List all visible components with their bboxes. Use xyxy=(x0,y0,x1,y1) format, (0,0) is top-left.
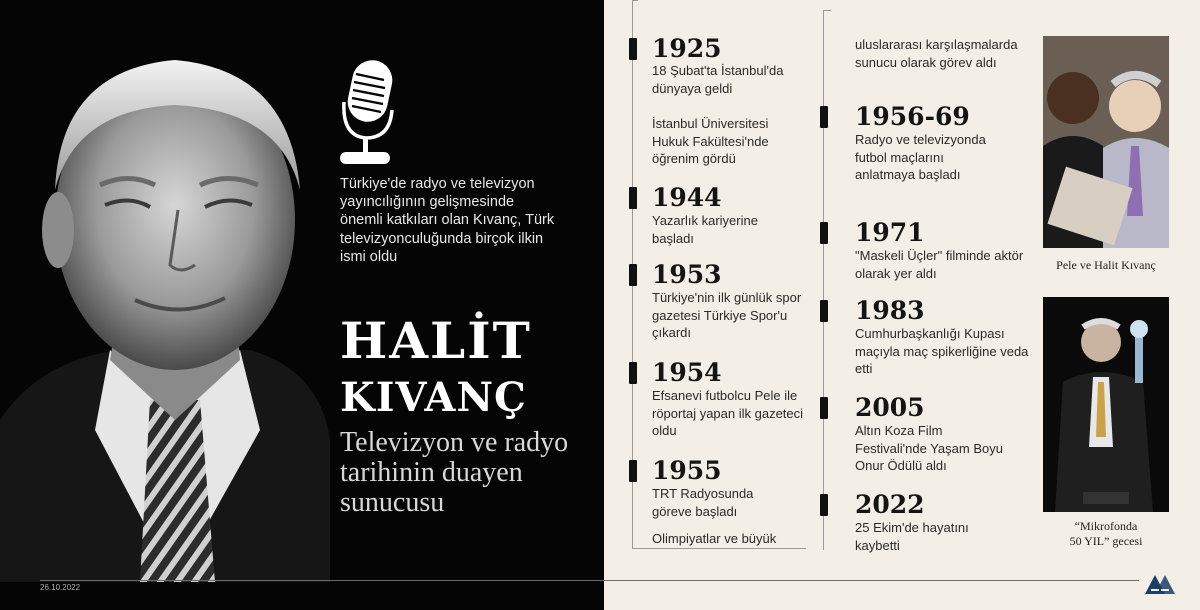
event-1953: Türkiye'nin ilk günlük spor gazetesi Türkiye Spor'u çıkardı xyxy=(652,290,802,340)
caption-pele: Pele ve Halit Kıvanç xyxy=(1056,258,1156,272)
date-stamp: 26.10.2022 xyxy=(40,583,81,592)
event-1954: Efsanevi futbolcu Pele ile röportaj yapan ilk gazeteci oldu xyxy=(652,388,804,438)
timeline-marker xyxy=(629,460,637,482)
year-1953: 1953 xyxy=(652,260,722,289)
photo-pele-image xyxy=(1043,36,1169,248)
aa-agency-logo xyxy=(1143,572,1177,596)
subtitle: Televizyon ve radyo tarihinin duayen sunucusu xyxy=(340,427,569,518)
caption-line-2: 50 YIL” gecesi xyxy=(1069,534,1143,548)
event-1944: Yazarlık kariyerine başladı xyxy=(652,213,758,246)
timeline-line-1-tail xyxy=(632,548,806,549)
name-first: HALİT xyxy=(340,311,532,370)
timeline-marker xyxy=(629,187,637,209)
event-1925: 18 Şubat'ta İstanbul'da dünyaya geldi xyxy=(652,63,784,96)
photo-microphone-night xyxy=(1043,297,1169,512)
intro-text: Türkiye'de radyo ve televizyon yayıncılığının gelişmesinde önemli katkıları olan Kıvanç, Türk televizyonculuğunda birçok ilkin ismi oldu xyxy=(340,176,555,265)
timeline-line-1-cap xyxy=(632,0,638,1)
year-2022: 2022 xyxy=(855,490,925,519)
timeline-marker xyxy=(820,106,828,128)
timeline-marker xyxy=(629,38,637,60)
event-1983: Cumhurbaşkanlığı Kupası maçıyla maç spikerliğine veda etti xyxy=(855,326,1029,376)
year-1955: 1955 xyxy=(652,456,722,485)
portrait-photo xyxy=(0,0,330,582)
microphone-icon xyxy=(336,58,396,166)
event-international: uluslararası karşılaşmalarda sunucu olarak görev aldı xyxy=(855,37,1018,70)
timeline-marker xyxy=(820,494,828,516)
year-1971: 1971 xyxy=(855,218,925,247)
timeline-marker xyxy=(629,362,637,384)
caption-line-1: “Mikrofonda xyxy=(1074,519,1138,533)
event-university: İstanbul Üniversitesi Hukuk Fakültesi'nde öğrenim gördü xyxy=(652,116,769,166)
timeline-marker xyxy=(820,300,828,322)
event-2005: Altın Koza Film Festivali'nde Yaşam Boyu Onur Ödülü aldı xyxy=(855,423,1003,473)
caption-microphone-night xyxy=(1043,519,1169,549)
event-1955: TRT Radyosunda göreve başladı xyxy=(652,486,754,519)
right-baseline xyxy=(604,580,1139,581)
event-olympics: Olimpiyatlar ve büyük xyxy=(652,531,777,546)
event-1956-69: Radyo ve televizyonda futbol maçlarını anlatmaya başladı xyxy=(855,132,986,182)
timeline-marker xyxy=(820,397,828,419)
year-1954: 1954 xyxy=(652,358,722,387)
timeline-marker xyxy=(629,264,637,286)
timeline-line-2-cap xyxy=(823,10,831,11)
event-2022: 25 Ekim'de hayatını kaybetti xyxy=(855,520,969,553)
year-1956-69: 1956-69 xyxy=(855,102,970,131)
year-1944: 1944 xyxy=(652,183,722,212)
left-baseline xyxy=(40,580,604,581)
name-last: KIVANÇ xyxy=(340,374,527,421)
year-2005: 2005 xyxy=(855,393,925,422)
timeline-marker xyxy=(820,222,828,244)
event-1971: "Maskeli Üçler" filminde aktör olarak yer aldı xyxy=(855,248,1024,281)
year-1983: 1983 xyxy=(855,296,925,325)
photo-pele xyxy=(1043,36,1169,248)
year-1925: 1925 xyxy=(652,34,722,63)
timeline-line-2 xyxy=(823,10,824,550)
photo-microphone-night-image xyxy=(1043,297,1169,512)
